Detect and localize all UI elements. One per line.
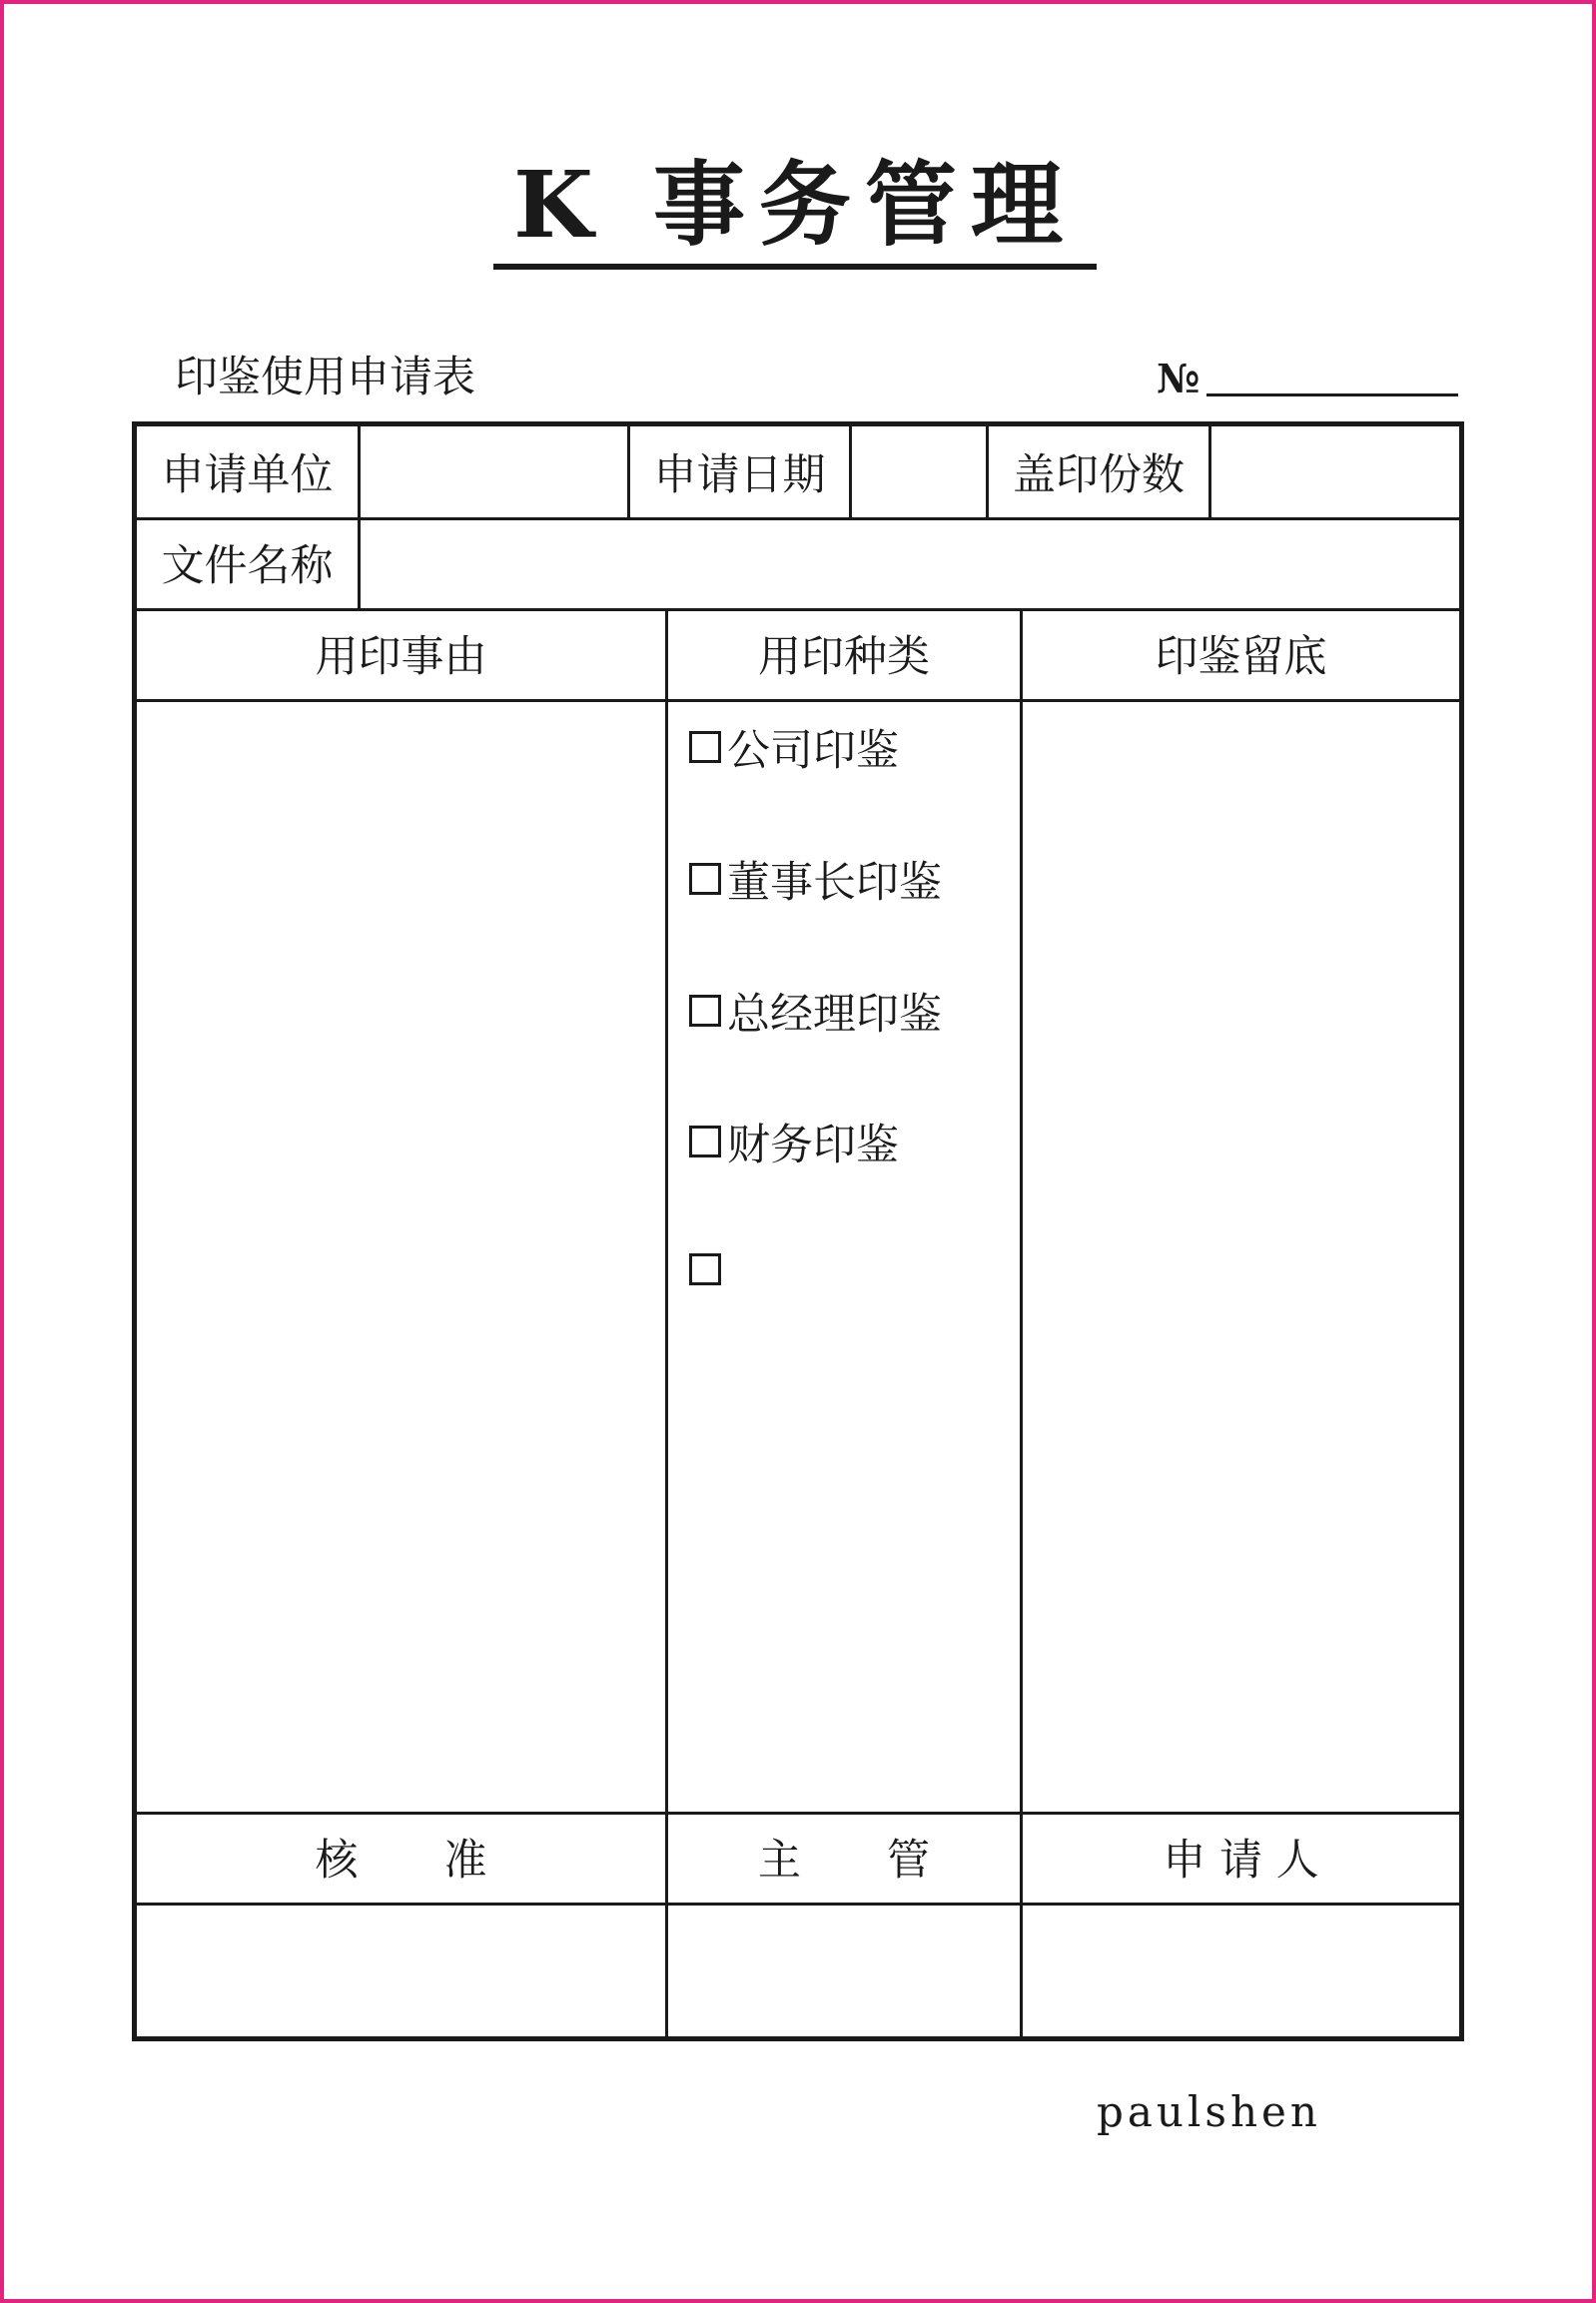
reason-field[interactable]	[137, 702, 665, 1812]
document-name-field[interactable]	[361, 517, 1459, 608]
seal-type-header: 用印种类	[758, 632, 930, 682]
checkbox-icon[interactable]	[689, 1126, 721, 1157]
document-name-label: 文件名称	[161, 541, 334, 591]
supervisor-label: 主 管	[758, 1836, 930, 1886]
approve-label: 核 准	[315, 1836, 487, 1886]
seal-option-general-manager[interactable]	[689, 981, 942, 1041]
author-signature: paulshen	[1097, 2087, 1321, 2136]
seal-option-label: 公司印鉴	[727, 725, 899, 776]
copies-field[interactable]	[1211, 426, 1459, 517]
form-subtitle: 印鉴使用申请表	[175, 353, 475, 402]
unit-label: 申请单位	[161, 450, 334, 500]
checkbox-icon[interactable]	[689, 731, 721, 763]
seal-option-company[interactable]	[689, 717, 899, 777]
seal-option-chairman[interactable]	[689, 849, 942, 909]
checkbox-icon[interactable]	[689, 863, 721, 895]
supervisor-signature-field[interactable]	[668, 1906, 1020, 2036]
reason-header: 用印事由	[315, 632, 487, 682]
copies-label: 盖印份数	[1013, 450, 1185, 500]
number-field[interactable]	[1206, 393, 1458, 396]
checkbox-icon[interactable]	[689, 995, 721, 1027]
seal-option-finance[interactable]	[689, 1112, 899, 1171]
unit-field[interactable]	[361, 426, 627, 517]
title-underline	[493, 264, 1097, 270]
page-title: K 事务管理	[513, 151, 1077, 259]
seal-copy-header: 印鉴留底	[1155, 632, 1327, 682]
seal-option-label: 财务印鉴	[727, 1120, 899, 1170]
seal-option-label: 董事长印鉴	[727, 857, 942, 908]
seal-option-label: 总经理印鉴	[727, 989, 942, 1040]
applicant-signature-field[interactable]	[1023, 1906, 1459, 2036]
date-label: 申请日期	[653, 450, 826, 500]
approve-signature-field[interactable]	[137, 1906, 665, 2036]
application-form-table	[132, 421, 1464, 2041]
applicant-label: 申 请 人	[1163, 1836, 1319, 1886]
number-label: №	[1157, 356, 1200, 402]
date-field[interactable]	[852, 426, 986, 517]
seal-option-other[interactable]	[689, 1239, 727, 1299]
checkbox-icon[interactable]	[689, 1253, 721, 1285]
seal-copy-area	[1023, 702, 1459, 1812]
